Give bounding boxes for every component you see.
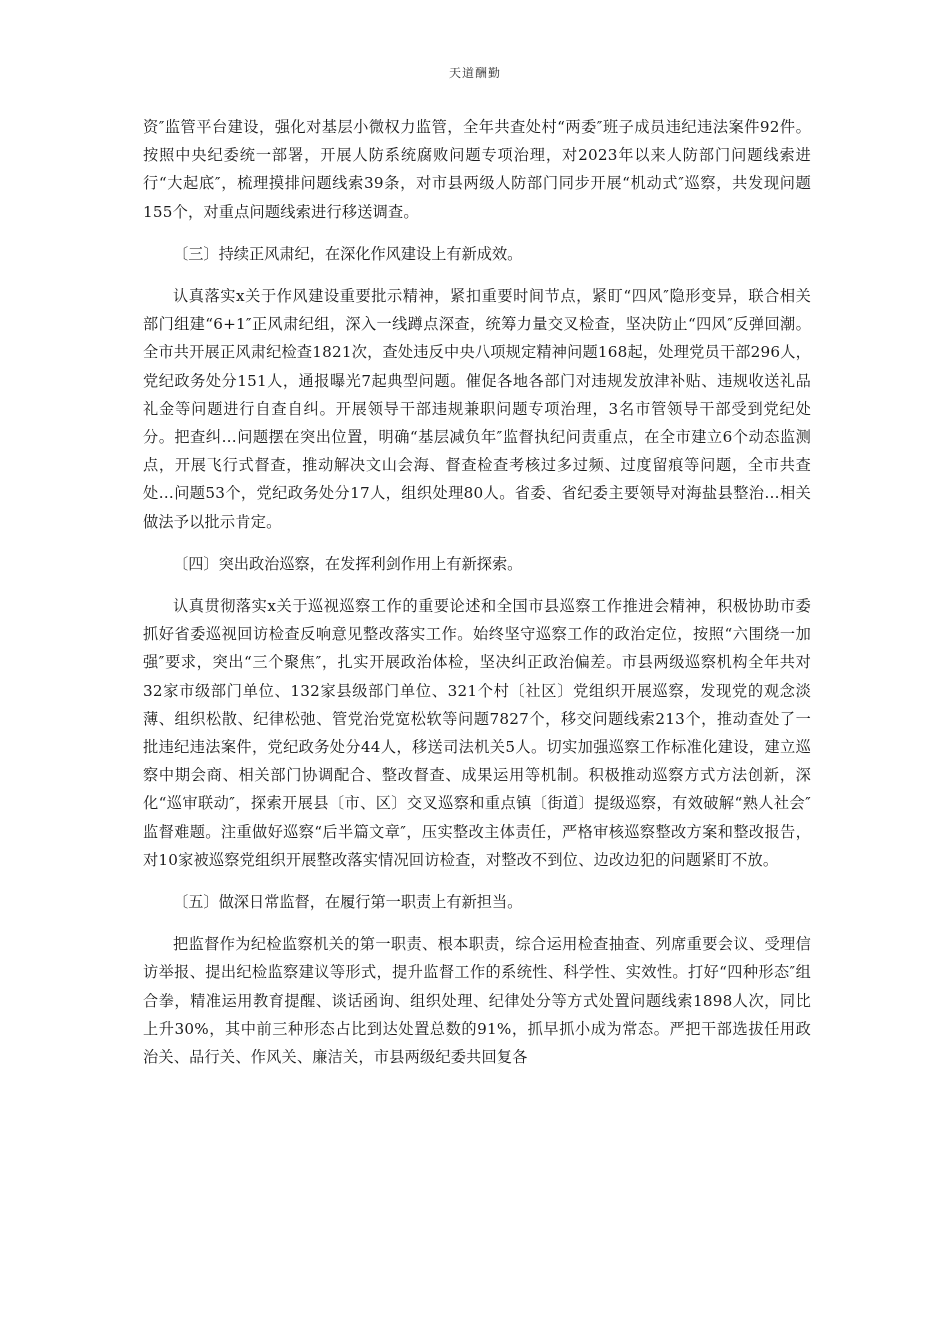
paragraph-continued: 资″监管平台建设，强化对基层小微权力监管，全年共查处村“两委″班子成员违纪违法案件92件。按照中央纪委统一部署，开展人防系统腐败问题专项治理，对2023年以来人防部门问题线索进行“大起底″，梳理摸排问题线索39条，对市县两级人防部门同步开展“机动式″巡察，共发现问题155个，对重点问题线索进行移送调查。 (143, 118, 811, 221)
section-heading-3: 〔三〕持续正风肃纪，在深化作风建设上有新成效。 (173, 244, 523, 263)
document-body (143, 113, 811, 1085)
page-header: 天道酬勤 (448, 66, 501, 80)
section-heading-4: 〔四〕突出政治巡察，在发挥利剑作用上有新探索。 (173, 554, 523, 573)
section-heading-5: 〔五〕做深日常监督，在履行第一职责上有新担当。 (173, 893, 523, 912)
paragraph-daily-supervision: 把监督作为纪检监察机关的第一职责、根本职责，综合运用检查抽查、列席重要会议、受理信访举报、提出纪检监察建议等形式，提升监督工作的系统性、科学性、实效性。打好“四种形态″组合拳，精准运用教育提醒、谈话函询、组织处理、纪律处分等方式处置问题线索1898人次，同比上升30%，其中前三种形态占比到达处置总数的91%，抓早抓小成为常态。严把干部选拔任用政治关、品行关、作风关、廉洁关，市县两级纪委共回复各 (143, 935, 811, 1067)
paragraph-inspection: 认真贯彻落实x关于巡视巡察工作的重要论述和全国市县巡察工作推进会精神，积极协助市委抓好省委巡视回访检查反响意见整改落实工作。始终坚守巡察工作的政治定位，按照“六围绕一加强″要求，突出“三个聚焦″，扎实开展政治体检，坚决纠正政治偏差。市县两级巡察机构全年共对32家市级部门单位、132家县级部门单位、321个村〔社区〕党组织开展巡察，发现党的观念淡薄、组织松散、纪律松弛、管党治党宽松软等问题7827个，移交问题线索213个，推动查处了一批违纪违法案件，党纪政务处分44人，移送司法机关5人。切实加强巡察工作标准化建设，建立巡察中期会商、相关部门协调配合、整改督查、成果运用等机制。积极推动巡察方式方法创新，深化“巡审联动″，探索开展县〔市、区〕交叉巡察和重点镇〔街道〕提级巡察，有效破解“熟人社会″监督难题。注重做好巡察“后半篇文章″，压实整改主体责任，严格审核巡察整改方案和整改报告，对10家被巡察党组织开展整改落实情况回访检查，对整改不到位、边改边犯的问题紧盯不放。 (143, 597, 811, 869)
paragraph-work-style: 认真落实x关于作风建设重要批示精神，紧扣重要时间节点，紧盯“四风″隐形变异，联合相关部门组建“6+1″正风肃纪组，深入一线蹲点深查，统筹力量交叉检查，坚决防止“四风″反弹回潮。全市共开展正风肃纪检查1821次，查处违反中央八项规定精神问题168起，处理党员干部296人，党纪政务处分151人，通报曝光7起典型问题。催促各地各部门对违规发放津补贴、违规收送礼品礼金等问题进行自查自纠。开展领导干部违规兼职问题专项治理，3名市管领导干部受到党纪处分。把查纠…问题摆在突出位置，明确“基层减负年″监督执纪问责重点，在全市建立6个动态监测点，开展飞行式督查，推动解决文山会海、督查检查考核过多过频、过度留痕等问题，全市共查处…问题53个，党纪政务处分17人，组织处理80人。省委、省纪委主要领导对海盐县整治…相关做法予以批示肯定。 (143, 287, 811, 531)
